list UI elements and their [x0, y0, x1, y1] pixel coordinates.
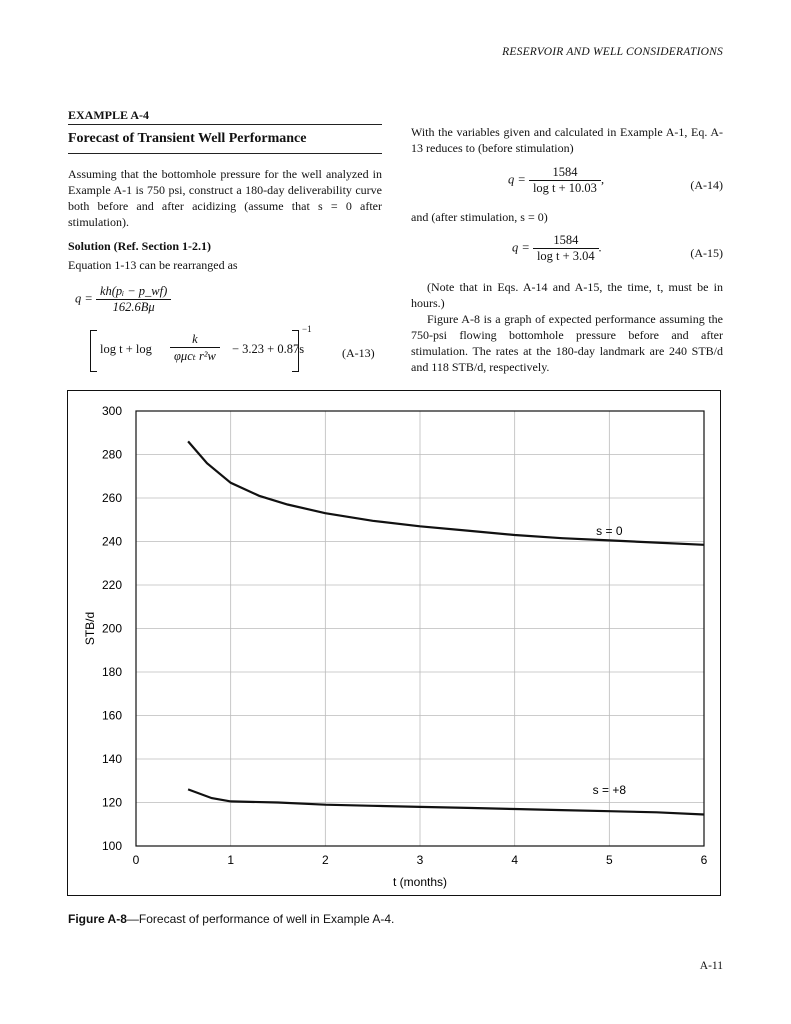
eq-a14-punct: , — [600, 172, 605, 187]
eq-a13-tail: − 3.23 + 0.87s — [232, 342, 305, 356]
y-tick-label: 300 — [101, 404, 122, 418]
eq-a13-denominator: 162.6Bμ — [112, 300, 155, 314]
y-tick-label: 200 — [101, 621, 122, 636]
page-number: A-11 — [699, 960, 723, 972]
eq-a15-lhs: q = — [512, 240, 530, 255]
eq-a14-lhs: q = — [508, 172, 526, 187]
y-axis-label: STB/d — [83, 611, 97, 646]
eq-a13-lhs: q = — [75, 291, 93, 306]
example-title: Forecast of Transient Well Performance — [68, 131, 307, 146]
series-line-s-plus-8 — [188, 789, 704, 814]
eq-a13-exponent: −1 — [302, 324, 312, 334]
note-paragraph: (Note that in Eqs. A-14 and A-15, the time, t, must be in hours.) — [411, 280, 723, 310]
series-label-s-plus-8: s = +8 — [592, 782, 627, 797]
series-line-s-0 — [188, 441, 704, 544]
x-tick-label: 6 — [700, 853, 708, 867]
figure-a8-chart — [67, 390, 721, 896]
caption-label: Figure A-8 — [68, 912, 127, 926]
y-tick-label: 240 — [101, 534, 122, 549]
x-tick-label: 3 — [416, 853, 424, 867]
after-stimulation-text: and (after stimulation, s = 0) — [411, 210, 548, 224]
figure-caption — [68, 912, 394, 926]
eq-a15-numerator: 1584 — [533, 233, 599, 249]
y-tick-label: 120 — [101, 795, 122, 810]
solution-heading: Solution (Ref. Section 1-2.1) — [68, 239, 211, 253]
eq-a14-number: (A-14) — [690, 178, 723, 192]
right-bracket — [292, 330, 299, 372]
eq-a15-number: (A-15) — [690, 246, 723, 260]
y-tick-label: 140 — [101, 752, 122, 766]
eq-a15-denominator: log t + 3.04 — [536, 249, 595, 263]
series-label-s-0: s = 0 — [596, 523, 623, 538]
eq-a14-denominator: log t + 10.03 — [532, 181, 597, 195]
eq-a13-inner-den: φμcₜ r²w — [174, 349, 216, 363]
x-tick-label: 1 — [227, 853, 235, 867]
y-tick-label: 220 — [101, 578, 122, 592]
y-tick-label: 180 — [101, 665, 122, 679]
eq-a13-numerator: kh(pᵢ − p_wf) — [96, 284, 171, 300]
equation-a13-bracket — [90, 324, 320, 372]
running-header: RESERVOIR AND WELL CONSIDERATIONS — [502, 46, 723, 58]
solution-intro: Equation 1-13 can be rearranged as — [68, 258, 238, 272]
eq-a15-punct: . — [598, 240, 602, 255]
x-tick-label: 2 — [321, 853, 329, 867]
eq-a13-fraction — [96, 284, 171, 315]
equation-a15 — [512, 233, 602, 264]
eq-a13-number: (A-13) — [342, 346, 375, 360]
example-label: EXAMPLE A-4 — [68, 108, 149, 122]
x-tick-label: 4 — [511, 853, 519, 867]
example-top-rule — [68, 124, 382, 125]
eq-a13-inner-fraction — [170, 332, 220, 364]
x-axis-label: t (months) — [392, 875, 448, 889]
figure-reference-paragraph: Figure A-8 is a graph of expected performance assuming the 750-psi flowing bottomhole pressure before and after stimulation. The rates at the 180-day landmark are 240 STB/d and 118 STB/d, respectively. — [411, 312, 723, 374]
equation-a14 — [508, 165, 604, 196]
example-title-rule — [68, 153, 382, 154]
eq-a13-inner-num: k — [170, 332, 220, 348]
y-tick-label: 100 — [101, 839, 122, 853]
chart-svg — [68, 391, 722, 897]
x-tick-label: 0 — [132, 853, 140, 867]
problem-statement: Assuming that the bottomhole pressure for the well analyzed in Example A-1 is 750 psi, construct a 180-day deliverability curve both before and after acidizing (assume that s = 0 after stimulation). — [68, 167, 382, 229]
right-intro: With the variables given and calculated in Example A-1, Eq. A-13 reduces to (before stimulation) — [411, 125, 723, 155]
y-tick-label: 160 — [101, 708, 122, 723]
eq-a13-bracket-start: log t + log — [100, 342, 152, 356]
eq-a14-numerator: 1584 — [529, 165, 601, 181]
caption-text: —Forecast of performance of well in Example A-4. — [126, 912, 395, 926]
left-bracket — [90, 330, 97, 372]
eq-a15-fraction — [533, 233, 599, 264]
equation-a13-top — [75, 284, 171, 315]
y-tick-label: 280 — [101, 447, 122, 462]
y-tick-label: 260 — [101, 491, 122, 505]
x-tick-label: 5 — [605, 853, 613, 867]
eq-a14-fraction — [529, 165, 601, 196]
